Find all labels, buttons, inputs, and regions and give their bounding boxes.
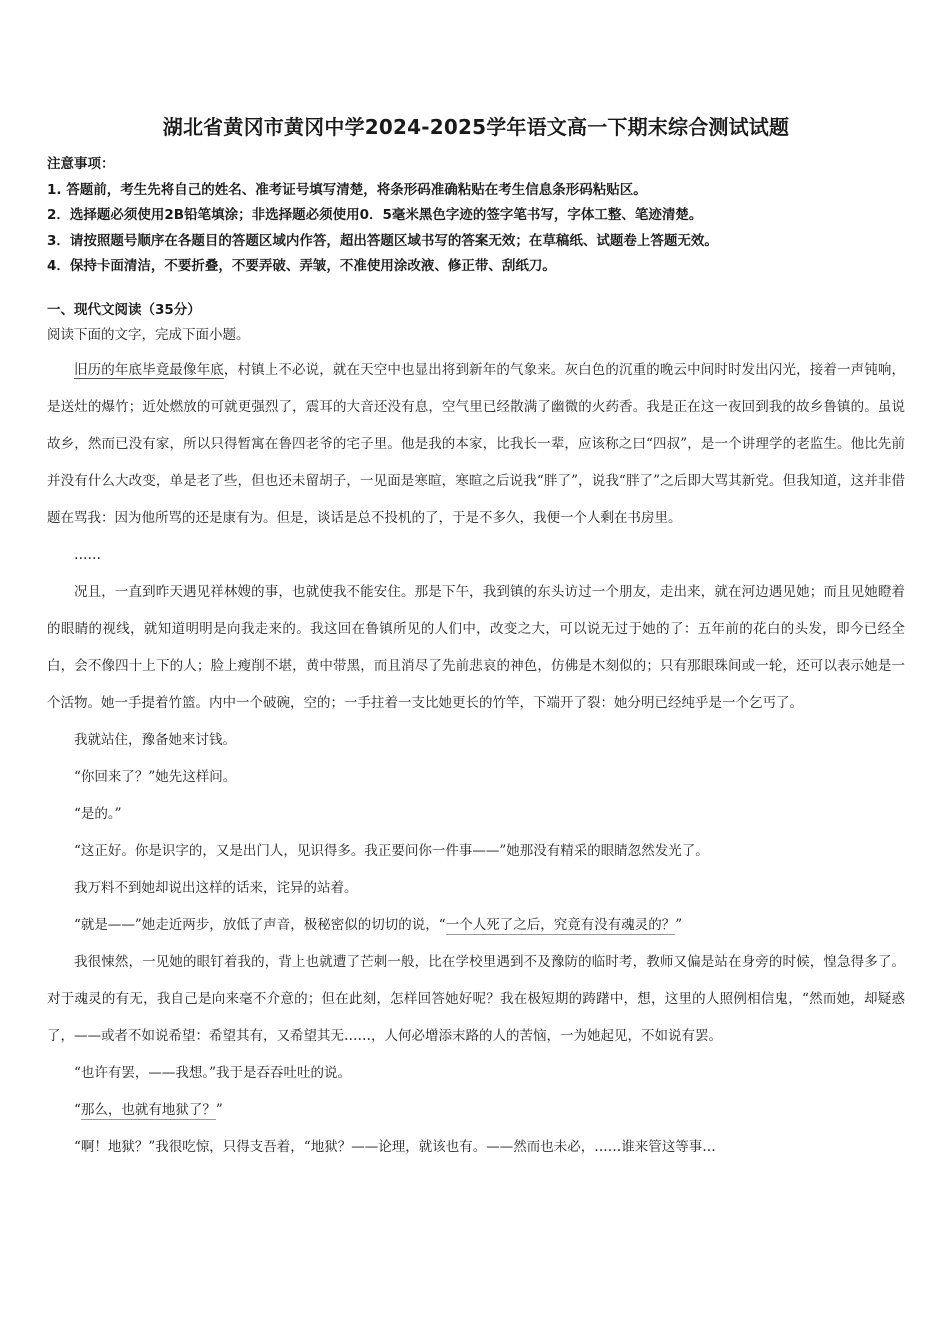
passage-paragraph: “这正好。你是识字的，又是出门人，见识得多。我正要问你一件事——”她那没有精采的眼睛忽然发光了。 [74, 843, 709, 859]
passage-paragraph: 我万料不到她却说出这样的话来，诧异的站着。 [74, 880, 358, 896]
marked-sentence: 一个人死了之后，究竟有没有魂灵的？ [445, 917, 676, 933]
passage-paragraph: “是的。” [74, 806, 122, 822]
notice-item: 2．选择题必须使用2B铅笔填涂；非选择题必须使用0．5毫米黑色字迹的签字笔书写，字体工整、笔迹清楚。 [47, 207, 703, 223]
passage-paragraph: 我很悚然，一见她的眼钉着我的，背上也就遭了芒刺一般，比在学校里遇到不及豫防的临时考，教师又偏是站在身旁的时候，惶急得多了。对于魂灵的有无，我自己是向来毫不介意的；但在此刻，怎样回答她好呢？我在极短期的踌躇中，想，这里的人照例相信鬼，“然而她，却疑惑了，——或者不如说希望：希望其有，又希望其无……，人何必增添末路的人的苦恼，一为她起见，不如说有罢。 [47, 954, 905, 1044]
passage-paragraph: “也许有罢，——我想。”我于是吞吞吐吐的说。 [74, 1065, 352, 1081]
section-instruction: 阅读下面的文字，完成下面小题。 [47, 327, 250, 343]
notice-block [47, 152, 905, 280]
notice-heading: 注意事项： [47, 156, 115, 172]
notice-item: 4．保持卡面清洁，不要折叠，不要弄破、弄皱，不准使用涂改液、修正带、刮纸刀。 [47, 258, 556, 274]
notice-item: 3．请按照题号顺序在各题目的答题区域内作答，超出答题区域书写的答案无效；在草稿纸、试题卷上答题无效。 [47, 232, 718, 249]
marked-sentence: 那么，也就有地狱了？ [80, 1102, 216, 1118]
paragraph-text: ，村镇上不必说，就在天空中也显出将到新年的气象来。灰白色的沉重的晚云中间时时发出闪光，接着一声钝响，是送灶的爆竹；近处燃放的可就更强烈了，震耳的大音还没有息，空气里已经散满了幽微的火药香。我是正在这一夜回到我的故乡鲁镇的。虽说故乡，然而已没有家，所以只得暂寓在鲁四老爷的宅子里。他是我的本家，比我长一辈，应该称之曰“四叔”，是一个讲理学的老监生。他比先前并没有什么大改变，单是老了些，但也还未留胡子，一见面是寒暄，寒暄之后说我“胖了”，说我“胖了”之后即大骂其新党。但我知道，这并非借题在骂我：因为他所骂的还是康有为。但是，谈话是总不投机的了，于是不多久，我便一个人剩在书房里。 [47, 362, 905, 526]
notice-item: 1. 答题前，考生先将自己的姓名、准考证号填写清楚，将条形码准确粘贴在考生信息条形码粘贴区。 [47, 181, 647, 198]
passage-paragraph: “你回来了？”她先这样问。 [74, 769, 237, 785]
reading-passage [47, 352, 905, 1166]
section-heading: 一、现代文阅读（35分） [47, 302, 201, 318]
paragraph-text: “就是——”她走近两步，放低了声音，极秘密似的切切的说，“ [74, 917, 446, 933]
passage-paragraph: 我就站住，豫备她来讨钱。 [74, 732, 236, 748]
passage-paragraph [47, 1092, 905, 1129]
paragraph-text: ” [215, 1102, 223, 1118]
passage-ellipsis: …… [74, 547, 101, 563]
passage-paragraph [47, 352, 905, 537]
exam-title: 湖北省黄冈市黄冈中学2024-2025学年语文高一下期末综合测试试题 [162, 115, 790, 139]
paragraph-text: “ [74, 1102, 81, 1118]
passage-paragraph: 况且，一直到昨天遇见祥林嫂的事，也就使我不能安住。那是下午，我到镇的东头访过一个朋友，走出来，就在河边遇见她；而且见她瞪着的眼睛的视线，就知道明明是向我走来的。我这回在鲁镇所见的人们中，改变之大，可以说无过于她的了：五年前的花白的头发，即今已经全白，会不像四十上下的人；脸上瘦削不堪，黄中带黑，而且消尽了先前悲哀的神色，仿佛是木刻似的；只有那眼珠间或一轮，还可以表示她是一个活物。她一手提着竹篮。内中一个破碗，空的；一手拄着一支比她更长的竹竿，下端开了裂：她分明已经纯乎是一个乞丐了。 [47, 584, 905, 711]
passage-paragraph [47, 907, 905, 944]
underlined-phrase: 旧历的年底毕竟最像年底 [74, 362, 224, 378]
passage-paragraph: “啊！地狱？”我很吃惊，只得支吾着，“地狱？——论理，就该也有。——然而也未必，……谁来管这等事… [74, 1139, 716, 1155]
paragraph-text: ” [675, 917, 683, 933]
